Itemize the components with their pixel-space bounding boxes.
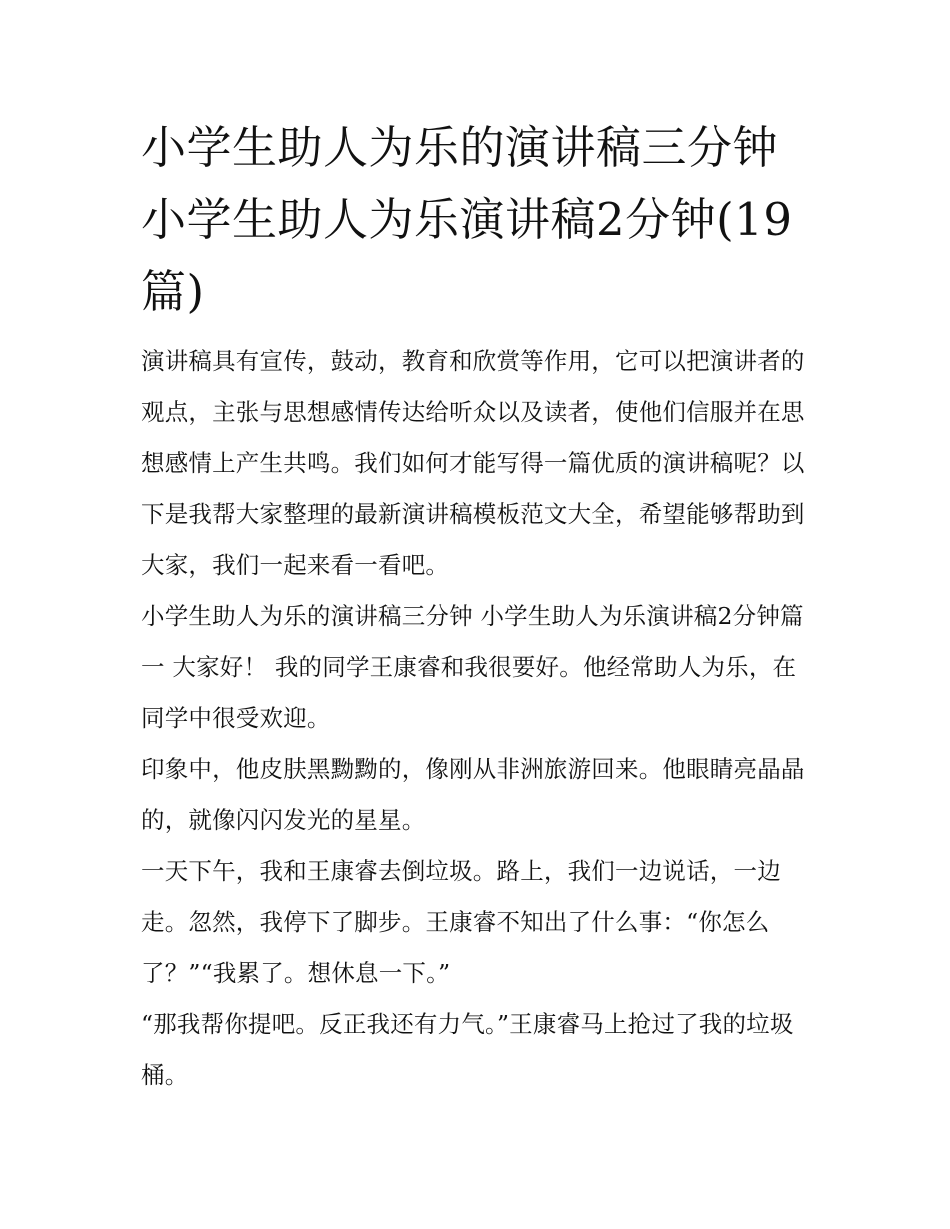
paragraph-3: 一天下午，我和王康睿去倒垃圾。路上，我们一边说话，一边走。忽然，我停下了脚步。王康睿不知出了什么事：“你怎么了？”“我累了。想休息一下。” [141,857,781,987]
document-title: 小学生助人为乐的演讲稿三分钟 小学生助人为乐演讲稿2分钟(19篇) [141,121,793,318]
paragraph-2: 印象中，他皮肤黑黝黝的，像刚从非洲旅游回来。他眼睛亮晶晶的，就像闪闪发光的星星。 [141,755,805,834]
paragraph-intro: 演讲稿具有宣传，鼓动，教育和欣赏等作用，它可以把演讲者的观点，主张与思想感情传达给听众以及读者，使他们信服并在思想感情上产生共鸣。我们如何才能写得一篇优质的演讲稿呢？以下是我帮大家整理的最新演讲稿模板范文大全，希望能够帮助到大家，我们一起来看一看吧。 [141,347,805,579]
paragraph-4: “那我帮你提吧。反正我还有力气。”王康睿马上抢过了我的垃圾桶。 [141,1010,794,1089]
document-content [141,112,813,1101]
paragraph-1: 小学生助人为乐的演讲稿三分钟 小学生助人为乐演讲稿2分钟篇一 大家好！ 我的同学王康睿和我很要好。他经常助人为乐，在同学中很受欢迎。 [141,602,804,732]
